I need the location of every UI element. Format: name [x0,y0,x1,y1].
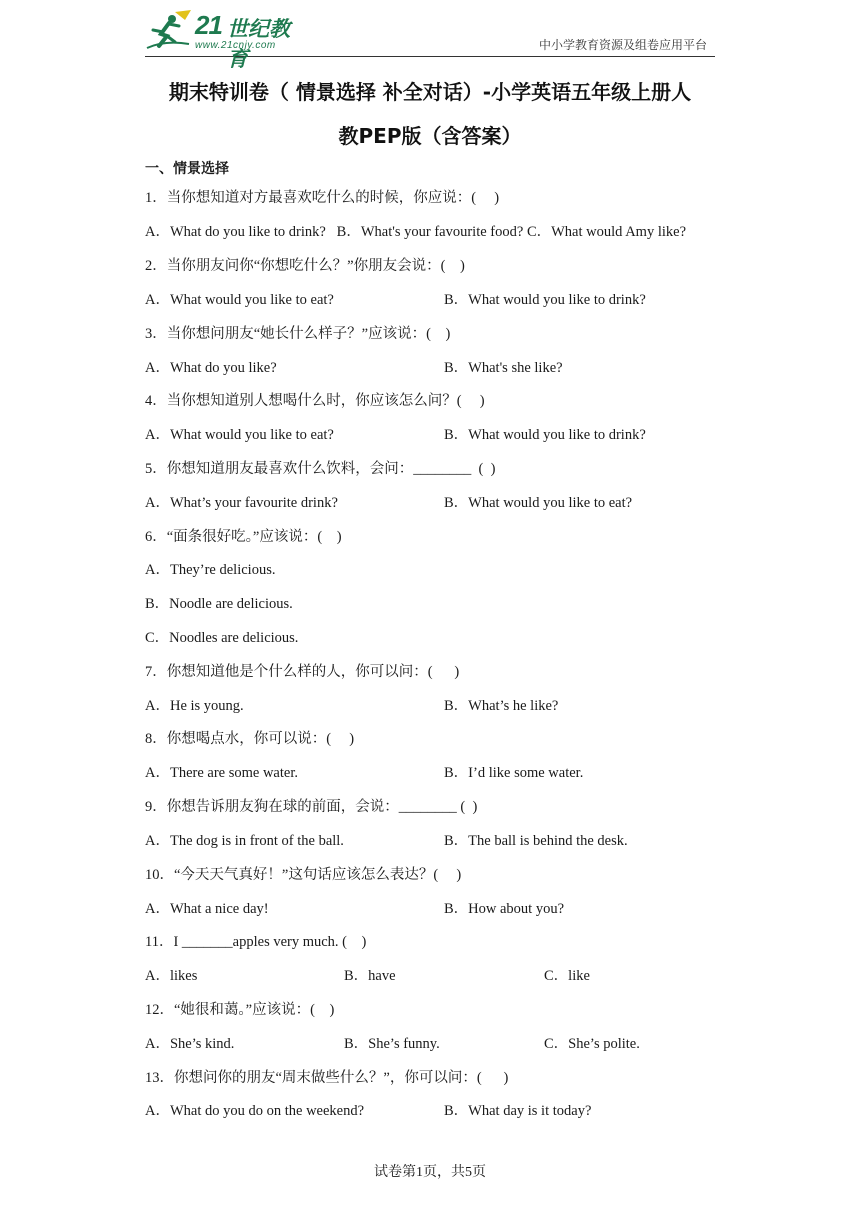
question-4: 4．当你想知道别人想喝什么时，你应该怎么问？( ) [145,393,485,409]
question-11-option-b: B．have [344,968,396,984]
question-4-option-a: A．What would you like to eat? [145,427,334,443]
logo-url: www.21cnjy.com [195,40,276,51]
question-12-option-b: B．She’s funny. [344,1036,440,1052]
logo-text: 世纪教育 [227,17,290,71]
question-8-option-a: A．There are some water. [145,765,298,781]
question-11-option-c: C．like [544,968,590,984]
question-2-option-b: B．What would you like to drink? [444,292,646,308]
question-2-option-a: A．What would you like to eat? [145,292,334,308]
question-5-option-a: A．What’s your favourite drink? [145,495,338,511]
question-13-option-b: B．What day is it today? [444,1103,592,1119]
question-6-option-b: B．Noodle are delicious. [145,596,293,612]
question-1: 1．当你想知道对方最喜欢吃什么的时候，你应说：( ) [145,190,500,206]
question-7-option-a: A．He is young. [145,698,244,714]
question-1-options: A．What do you like to drink? B．What's your favourite food? C．What would Amy like? [145,224,687,240]
question-8-option-b: B．I’d like some water. [444,765,584,781]
question-8: 8．你想喝点水，你可以说：( ) [145,731,355,747]
question-13: 13．你想问你的朋友“周末做些什么？”，你可以问：( ) [145,1070,509,1086]
logo-number: 21 [195,10,222,40]
question-10-option-b: B．How about you? [444,901,565,917]
question-3-option-b: B．What's she like? [444,360,563,376]
question-6-option-a: A．They’re delicious. [145,562,276,578]
question-2: 2．当你朋友问你“你想吃什么？”你朋友会说：( ) [145,258,465,274]
page-footer: 试卷第1页，共5页 [374,1165,486,1180]
header-platform-text: 中小学教育资源及组卷应用平台 [538,38,707,52]
question-13-option-a: A．What do you do on the weekend? [145,1103,365,1119]
page-title-line-2: 教PEP版（含答案） [338,124,522,148]
question-10-option-a: A．What a nice day! [145,901,269,917]
question-7: 7．你想知道他是个什么样的人，你可以问：( ) [145,664,460,680]
question-5-option-b: B．What would you like to eat? [444,495,633,511]
question-10: 10．“今天天气真好！”这句话应该怎么表达？( ) [145,867,462,883]
question-9: 9．你想告诉朋友狗在球的前面，会说：________ ( ) [145,799,478,815]
question-7-option-b: B．What’s he like? [444,698,559,714]
question-4-option-b: B．What would you like to drink? [444,427,646,443]
question-3-option-a: A．What do you like? [145,360,277,376]
runner-icon [145,10,195,52]
logo [145,10,310,71]
question-3: 3．当你想问朋友“她长什么样子？”应该说：( ) [145,326,451,342]
question-12-option-a: A．She’s kind. [145,1036,235,1052]
question-9-option-b: B．The ball is behind the desk. [444,833,628,849]
question-6: 6．“面条很好吃。”应该说：( ) [145,529,342,545]
question-12-option-c: C．She’s polite. [544,1036,640,1052]
question-9-option-a: A．The dog is in front of the ball. [145,833,344,849]
section-heading: 一、情景选择 [145,161,229,177]
question-11: 11．I _______apples very much. ( ) [145,934,367,950]
question-12: 12．“她很和蔼。”应该说：( ) [145,1002,335,1018]
question-6-option-c: C．Noodles are delicious. [145,630,299,646]
question-11-option-a: A．likes [145,968,198,984]
page-title-line-1: 期末特训卷（ 情景选择 补全对话）-小学英语五年级上册人 [168,80,692,104]
question-5: 5．你想知道朋友最喜欢什么饮料，会问：________ ( ) [145,461,496,477]
page-header [145,8,715,71]
